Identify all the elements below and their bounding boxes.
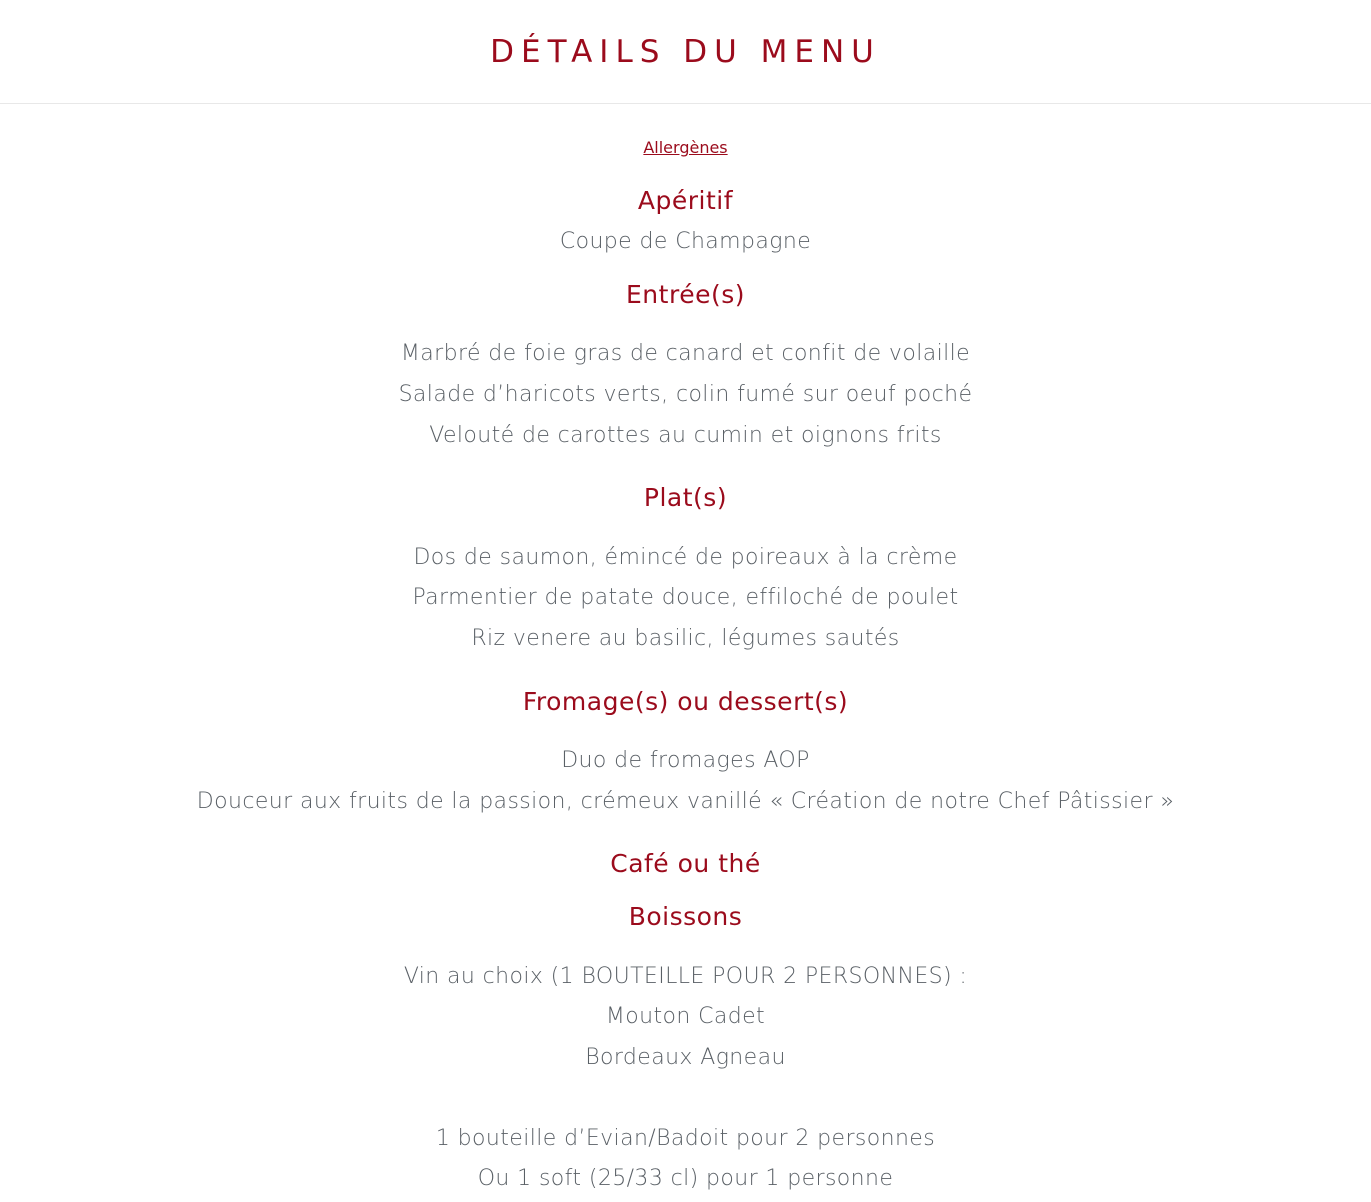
section-plats bbox=[0, 482, 1371, 659]
menu-item: Marbré de foie gras de canard et confit de volaille bbox=[400, 341, 971, 367]
menu-item: Ou 1 soft (25/33 cl) pour 1 personne bbox=[477, 1166, 894, 1192]
page-header bbox=[0, 0, 1371, 104]
spacer bbox=[0, 822, 1371, 848]
section-title: Boissons bbox=[628, 902, 743, 932]
spacer bbox=[0, 660, 1371, 686]
menu-item: Riz venere au basilic, légumes sautés bbox=[471, 625, 900, 651]
section-items bbox=[0, 538, 1371, 660]
spacer bbox=[0, 1079, 1371, 1119]
menu-item: Douceur aux fruits de la passion, crémeux vanillé « Création de notre Chef Pâtissier » bbox=[196, 788, 1175, 814]
menu-item: Bordeaux Agneau bbox=[585, 1045, 786, 1071]
menu-item: Vin au choix (1 BOUTEILLE POUR 2 PERSONNES) : bbox=[403, 963, 968, 989]
menu-item: Coupe de Champagne bbox=[559, 229, 812, 255]
allergenes-link[interactable]: Allergènes bbox=[643, 138, 728, 157]
section-title: Fromage(s) ou dessert(s) bbox=[522, 686, 849, 716]
section-extra-items bbox=[0, 1119, 1371, 1200]
section-title: Entrée(s) bbox=[626, 279, 745, 309]
menu-item: Salade d’haricots verts, colin fumé sur oeuf poché bbox=[398, 381, 973, 407]
menu-item: Mouton Cadet bbox=[605, 1004, 766, 1030]
section-title: Plat(s) bbox=[643, 483, 728, 513]
menu-item: Dos de saumon, émincé de poireaux à la crème bbox=[413, 544, 958, 570]
section-items bbox=[0, 334, 1371, 456]
allergenes-row bbox=[0, 138, 1371, 157]
menu-item: 1 bouteille d’Evian/Badoit pour 2 personnes bbox=[435, 1125, 936, 1151]
section-entrees bbox=[0, 279, 1371, 456]
section-title: Café ou thé bbox=[610, 849, 761, 879]
section-aperitif bbox=[0, 185, 1371, 263]
spacer bbox=[0, 263, 1371, 279]
menu-item: Velouté de carottes au cumin et oignons frits bbox=[429, 422, 942, 448]
section-items bbox=[0, 957, 1371, 1079]
section-boissons bbox=[0, 901, 1371, 1200]
spacer bbox=[0, 456, 1371, 482]
menu-item: Parmentier de patate douce, effiloché de poulet bbox=[412, 585, 959, 611]
spacer bbox=[0, 885, 1371, 901]
menu-content bbox=[0, 104, 1371, 1200]
section-items bbox=[0, 222, 1371, 263]
section-title: Apéritif bbox=[637, 186, 734, 215]
page-title: DÉTAILS DU MENU bbox=[490, 33, 881, 70]
section-items bbox=[0, 741, 1371, 822]
section-cafe-ou-the bbox=[0, 848, 1371, 879]
section-fromages-desserts bbox=[0, 686, 1371, 823]
menu-item: Duo de fromages AOP bbox=[561, 747, 810, 773]
